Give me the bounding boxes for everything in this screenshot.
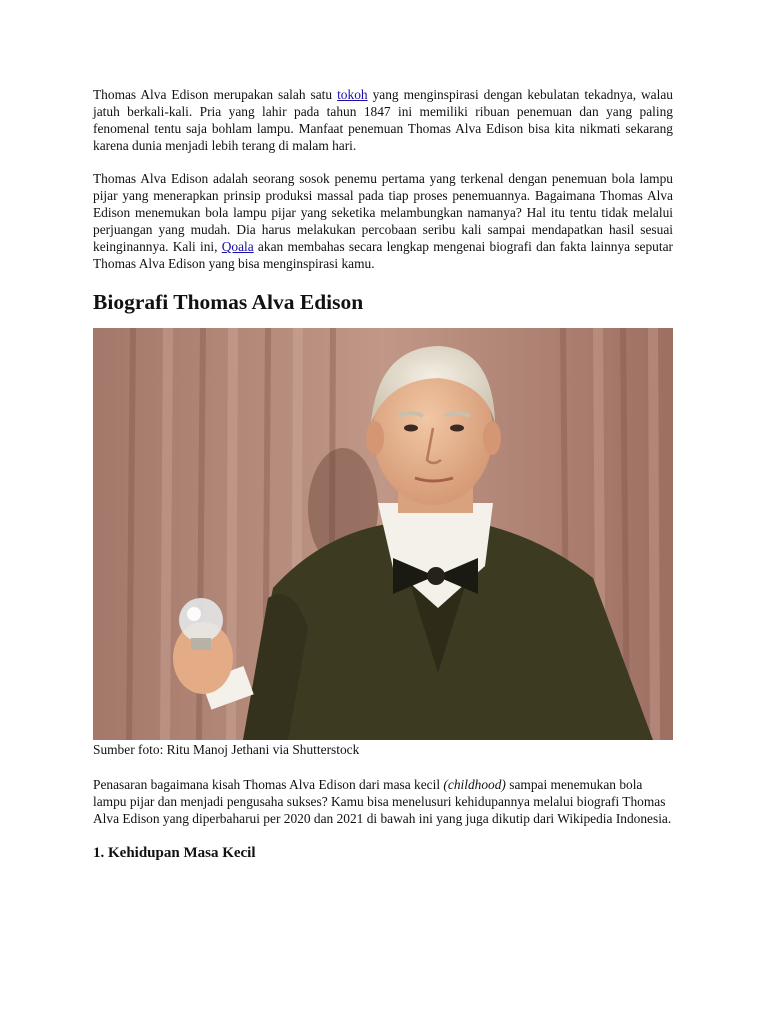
article-content [93,86,673,863]
third-text-start: Penasaran bagaimana kisah Thomas Alva Edison dari masa kecil [93,777,444,792]
intro-text-end: yang menginspirasi dengan kebulatan tekadnya, walau jatuh berkali-kali. Pria yang lahir pada tahun 1847 ini memiliki ribuan penemuan dan yang paling fenomenal tentu saja bohlam lampu. Manfaat penemuan Thomas Alva Edison bisa kita nikmati sekarang karena dunia menjadi lebih terang di malam hari. [93,87,673,153]
edison-wax-figure-illustration [93,328,673,740]
third-text-end: sampai menemukan bola lampu pijar dan menjadi pengusaha sukses? Kamu bisa menelusuri kehidupannya melalui biografi Thomas Alva Edison yang diperbaharui per 2020 dan 2021 di bawah ini yang juga dikutip dari Wikipedia Indonesia. [93,777,672,826]
second-text-end: akan membahas secara lengkap mengenai biografi dan fakta lainnya seputar Thomas Alva Edison yang bisa menginspirasi kamu. [93,239,673,271]
intro-paragraph [93,86,673,154]
tokoh-link[interactable]: tokoh [337,87,368,102]
childhood-italic: (childhood) [443,777,506,792]
photo-caption: Sumber foto: Ritu Manoj Jethani via Shutterstock [93,742,360,757]
third-paragraph [93,776,673,827]
second-text-start: Thomas Alva Edison adalah seorang sosok penemu pertama yang terkenal dengan penemuan bola lampu pijar yang menerapkan prinsip produksi massal pada tiap proses penemuannya. Bagaimana Thomas Alva Edison menemukan bola lampu pijar yang seketika melambungkan namanya? Hal itu tentu tidak melalui perjuangan yang mudah. Dia harus melakukan percobaan seribu kali sampai mendapatkan hasil sesuai keinginannya. Kali ini, [93,171,673,254]
edison-photo [93,328,673,740]
intro-text-start: Thomas Alva Edison merupakan salah satu [93,87,338,102]
subsection-heading: 1. Kehidupan Masa Kecil [93,845,256,861]
qoala-link[interactable]: Qoala [221,239,254,254]
second-paragraph [93,170,673,272]
section-heading: Biografi Thomas Alva Edison [93,290,364,314]
